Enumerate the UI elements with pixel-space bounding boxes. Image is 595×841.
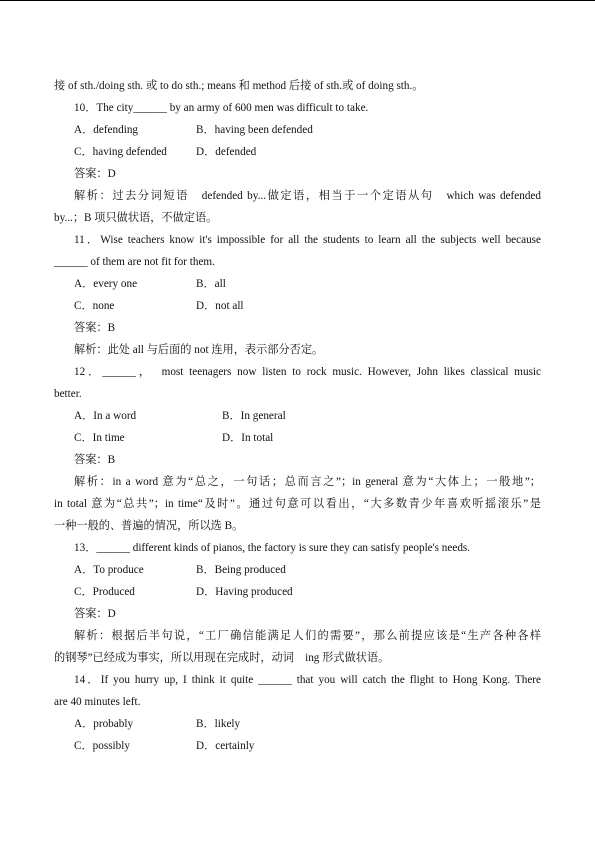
question-12-explanation-line-2: in total 意为“总共”；in time“及时”。通过句意可以看出，“大多数青少年喜欢听摇滚乐”是 [54, 498, 541, 510]
question-13-explanation-line-2: 的钢琴”已经成为事实，所以用现在完成时，动词 ing 形式做状语。 [54, 652, 390, 664]
question-10-option-a: A．defending [74, 124, 139, 136]
question-11-option-a: A．every one [74, 278, 138, 290]
question-10-answer: 答案：D [74, 168, 116, 180]
question-12-answer: 答案：B [74, 454, 116, 466]
question-12-option-d: D．In total [222, 432, 274, 444]
question-13-option-d: D．Having produced [196, 586, 293, 598]
question-11-option-b: B．all [196, 278, 226, 290]
question-11-option-c: C．none [74, 300, 115, 312]
question-10-stem: 10．The city______ by an army of 600 men was difficult to take. [74, 102, 369, 114]
question-13-option-a: A．To produce [74, 564, 144, 576]
question-13-explanation-line-1: 解析：根据后半句说，“工厂确信能满足人们的需要”，那么前提应该是“生产各种各样 [74, 630, 541, 642]
question-10-option-c: C．having defended [74, 146, 167, 158]
question-10-explanation-line-2: by...；B 项只做状语，不做定语。 [54, 212, 218, 224]
question-11-stem-line-2: ______ of them are not fit for them. [54, 256, 215, 268]
question-11-answer: 答案：B [74, 322, 116, 334]
question-13-option-b: B．Being produced [196, 564, 286, 576]
question-12-stem-line-2: better. [54, 388, 82, 400]
question-12-option-b: B．In general [222, 410, 286, 422]
question-11-option-d: D．not all [196, 300, 244, 312]
question-14-stem-line-1: 14．If you hurry up, I think it quite ______ that you will catch the flight to Hong Kong. There [74, 674, 541, 686]
question-13-stem: 13．______ different kinds of pianos, the factory is sure they can satisfy people's needs. [74, 542, 471, 554]
question-12-stem-line-1: 12．______， most teenagers now listen to rock music. However, John likes classical music [74, 366, 541, 378]
question-12-explanation-line-3: 一种一般的、普遍的情况，所以选 B。 [54, 520, 244, 532]
question-14-option-a: A．probably [74, 718, 134, 730]
continued-explanation-line: 接 of sth./doing sth. 或 to do sth.; means 和 method 后接 of sth.或 of doing sth.。 [54, 80, 424, 92]
question-12-option-a: A．In a word [74, 410, 137, 422]
question-10-explanation-line-1: 解析：过去分词短语 defended by...做定语，相当于一个定语从句 which was defended [74, 190, 541, 202]
question-14-option-c: C．possibly [74, 740, 130, 752]
question-14-option-b: B．likely [196, 718, 241, 730]
question-13-answer: 答案：D [74, 608, 116, 620]
question-10-option-d: D．defended [196, 146, 257, 158]
question-14-stem-line-2: are 40 minutes left. [54, 696, 141, 708]
question-13-option-c: C．Produced [74, 586, 135, 598]
question-10-option-b: B．having been defended [196, 124, 313, 136]
question-14-option-d: D．certainly [196, 740, 255, 752]
question-11-stem-line-1: 11．Wise teachers know it's impossible for all the students to learn all the subjects well because [74, 234, 541, 246]
question-12-explanation-line-1: 解析：in a word 意为“总之，一句话；总而言之”；in general 意为“大体上；一般地”； [74, 476, 541, 488]
question-11-explanation: 解析：此处 all 与后面的 not 连用，表示部分否定。 [74, 344, 324, 356]
question-12-option-c: C．In time [74, 432, 125, 444]
